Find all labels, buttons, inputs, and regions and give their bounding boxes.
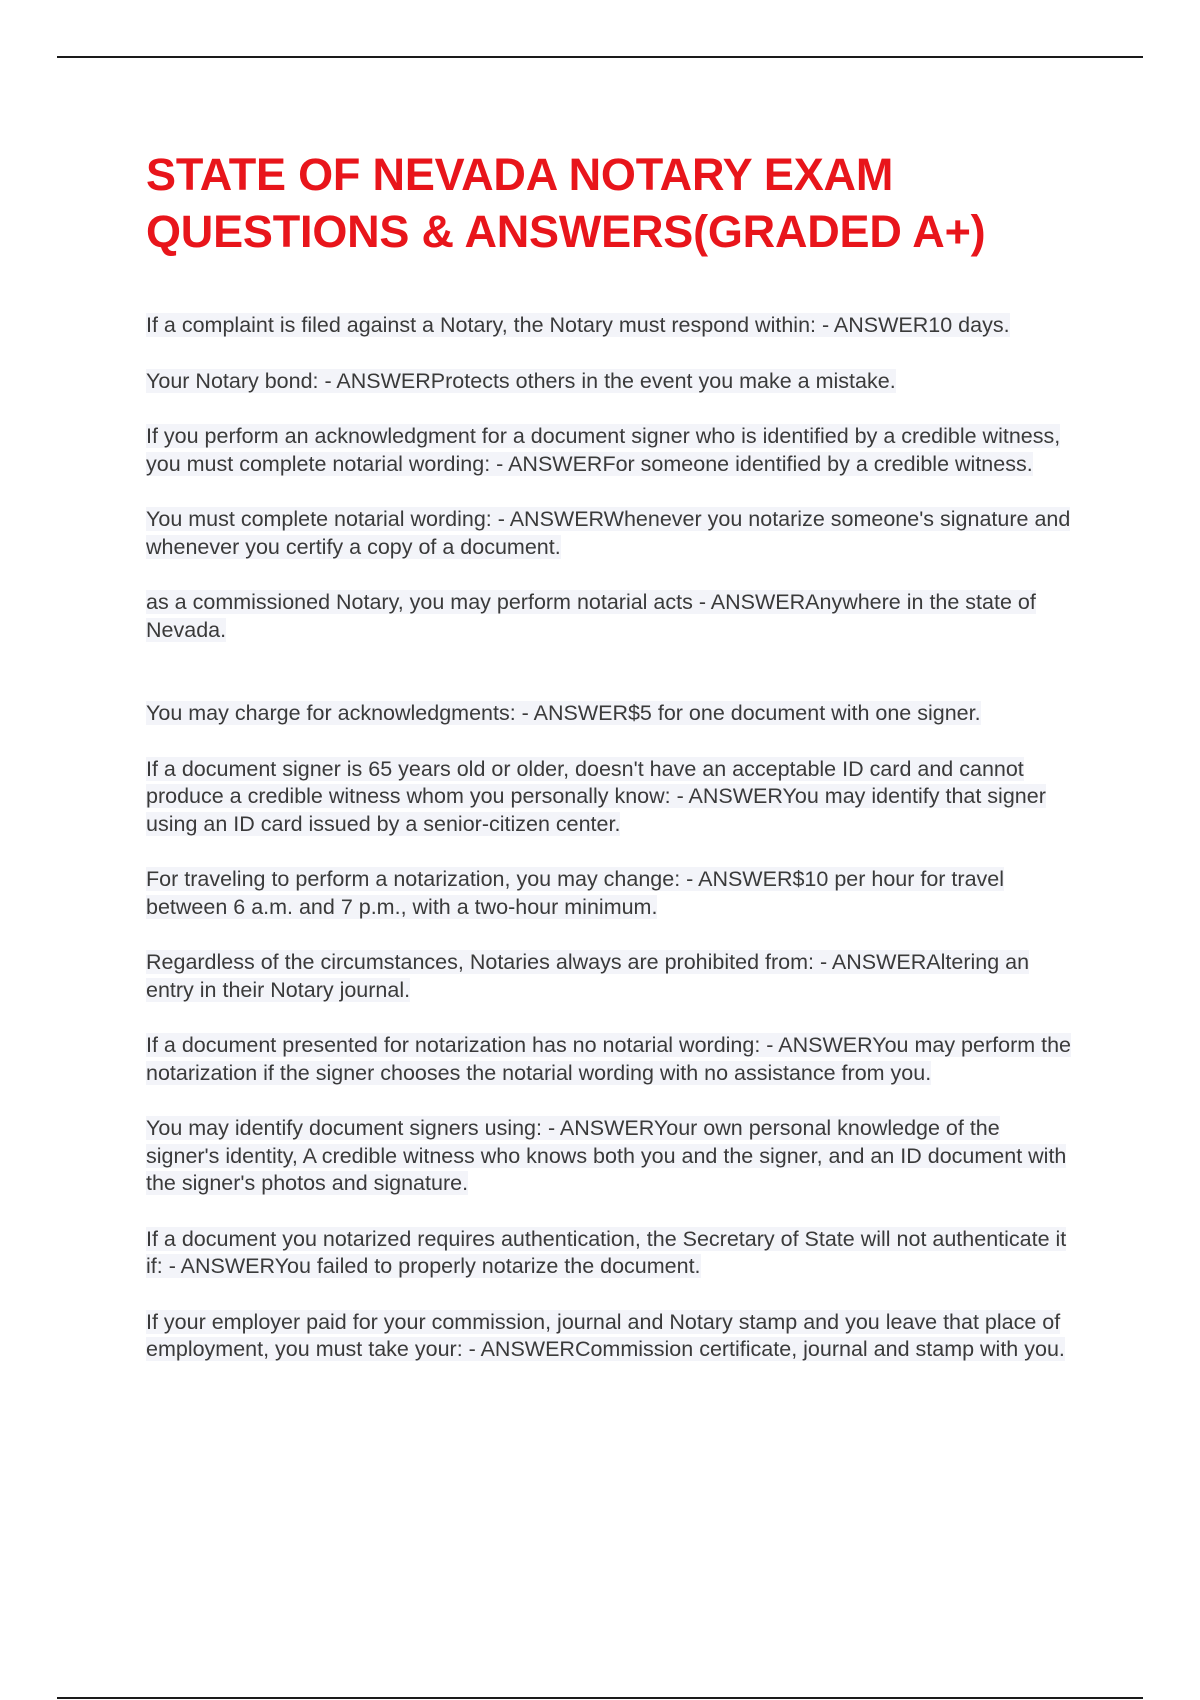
title-line-2: QUESTIONS & ANSWERS(GRADED A+)	[146, 206, 986, 257]
qa-item	[146, 700, 1076, 728]
qa-item	[146, 312, 1076, 340]
qa-list	[146, 312, 1076, 1392]
qa-item	[146, 423, 1076, 478]
qa-text: Regardless of the circumstances, Notaries always are prohibited from: - ANSWERAltering an entry in their Notary journal.	[146, 950, 1030, 1002]
document-title	[146, 146, 1106, 260]
qa-text: You must complete notarial wording: - ANSWERWhenever you notarize someone's signature and whenever you certify a copy of a document.	[146, 507, 1071, 559]
qa-item	[146, 756, 1076, 839]
qa-text: as a commissioned Notary, you may perform notarial acts - ANSWERAnywhere in the state of Nevada.	[146, 590, 1036, 642]
qa-item	[146, 1115, 1076, 1198]
qa-text: Your Notary bond: - ANSWERProtects others in the event you make a mistake.	[146, 368, 896, 393]
qa-text: You may identify document signers using: - ANSWERYour own personal knowledge of the signer's identity, A credible witness who knows both you and the signer, and an ID document with the signer's photos and signature.	[146, 1116, 1067, 1195]
qa-text: If a document presented for notarization has no notarial wording: - ANSWERYou may perform the notarization if the signer chooses the notarial wording with no assistance from you.	[146, 1033, 1071, 1085]
qa-item	[146, 866, 1076, 921]
qa-item	[146, 1309, 1076, 1364]
qa-text: If a document signer is 65 years old or older, doesn't have an acceptable ID card and cannot produce a credible witness whom you personally know: - ANSWERYou may identify that signer using an ID card issued by a senior-citizen center.	[146, 756, 1046, 836]
qa-item	[146, 506, 1076, 561]
qa-text: If you perform an acknowledgment for a document signer who is identified by a credible witness, you must complete notarial wording: - ANSWERFor someone identified by a credible witness.	[146, 424, 1061, 476]
qa-text: You may charge for acknowledgments: - ANSWER$5 for one document with one signer.	[146, 701, 981, 725]
qa-text: If a complaint is filed against a Notary, the Notary must respond within: - ANSWER10 days.	[146, 313, 1010, 337]
qa-item	[146, 1226, 1076, 1281]
title-line-1: STATE OF NEVADA NOTARY EXAM	[146, 149, 894, 200]
bottom-rule	[57, 1697, 1143, 1699]
top-rule	[57, 56, 1143, 58]
qa-text: For traveling to perform a notarization, you may change: - ANSWER$10 per hour for travel between 6 a.m. and 7 p.m., with a two-hour minimum.	[146, 867, 1005, 919]
qa-item	[146, 949, 1076, 1004]
qa-text: If your employer paid for your commission, journal and Notary stamp and you leave that place of employment, you must take your: - ANSWERCommission certificate, journal and stamp with you.	[146, 1309, 1065, 1361]
qa-text: If a document you notarized requires authentication, the Secretary of State will not authenticate it if: - ANSWERYou failed to properly notarize the document.	[146, 1226, 1067, 1278]
qa-item	[146, 589, 1076, 644]
qa-item	[146, 368, 1076, 396]
qa-item	[146, 1032, 1076, 1087]
